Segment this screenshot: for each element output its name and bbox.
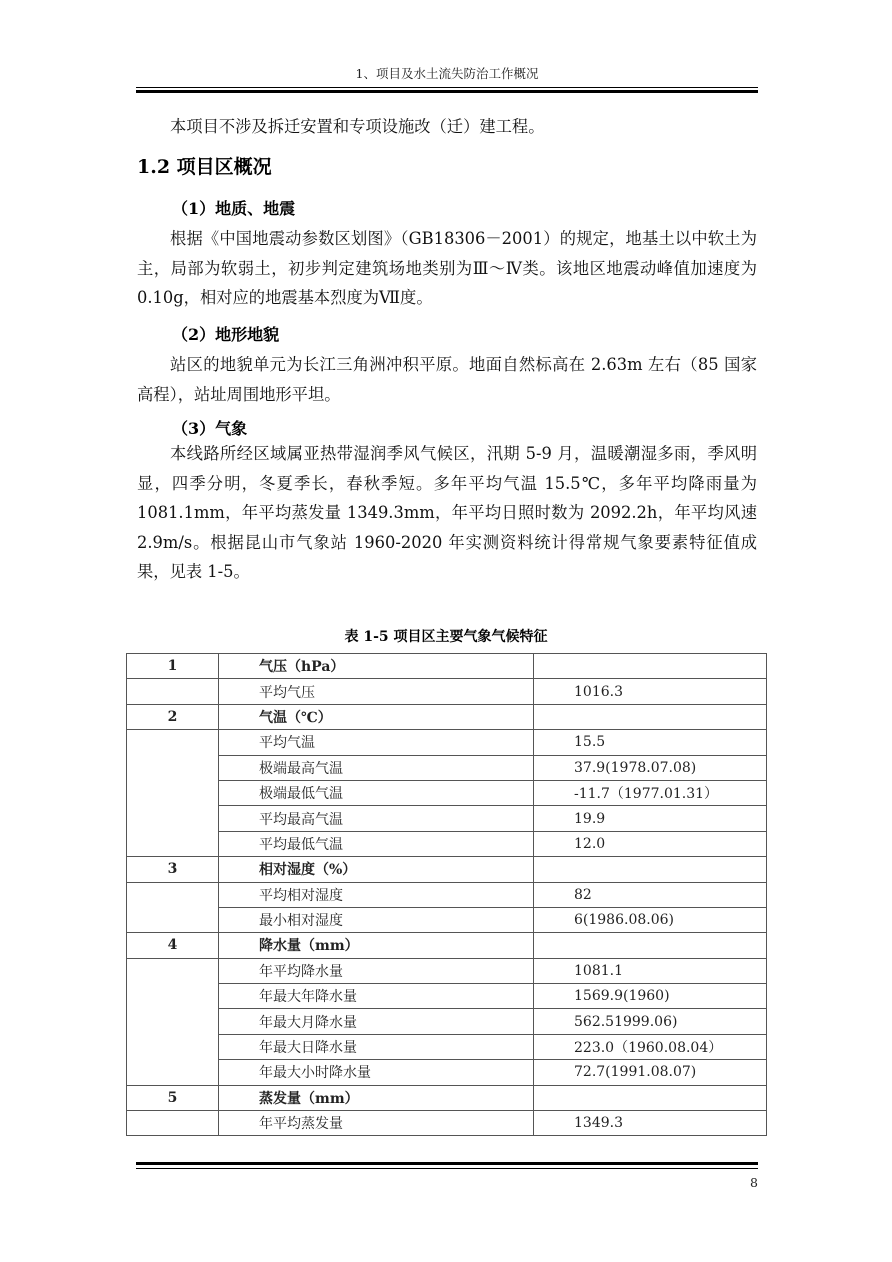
climate-table (126, 653, 767, 1136)
group-value (534, 857, 767, 882)
page-number: 8 (750, 1175, 758, 1190)
value-cell: 1349.3 (534, 1111, 767, 1136)
table-row (127, 1009, 767, 1034)
item-cell: 最小相对湿度 (219, 907, 534, 932)
value-cell: 1569.9(1960) (534, 984, 767, 1009)
item-cell: 平均最低气温 (219, 831, 534, 856)
value-cell: 37.9(1978.07.08) (534, 755, 767, 780)
paragraph-geology: 根据《中国地震动参数区划图》（GB18306－2001）的规定，地基土以中软土为主，局部为软弱土，初步判定建筑场地类别为Ⅲ～Ⅳ类。该地区地震动峰值加速度为 0.10g，相对应的地震基本烈度为Ⅶ度。 (137, 229, 757, 308)
table-group-header (127, 857, 767, 882)
item-cell: 极端最高气温 (219, 755, 534, 780)
value-cell: 6(1986.08.06) (534, 907, 767, 932)
group-title: 降水量（mm） (219, 933, 534, 958)
intro-paragraph: 本项目不涉及拆迁安置和专项设施改（迁）建工程。 (170, 117, 545, 136)
table-row (127, 958, 767, 983)
paragraph-terrain: 站区的地貌单元为长江三角洲冲积平原。地面自然标高在 2.63m 左右（85 国家高程），站址周围地形平坦。 (137, 355, 757, 404)
group-number: 1 (127, 654, 219, 679)
group-title: 蒸发量（mm） (219, 1085, 534, 1110)
group-title: 相对湿度（%） (219, 857, 534, 882)
item-cell: 平均气温 (219, 730, 534, 755)
value-cell: 82 (534, 882, 767, 907)
group-value (534, 704, 767, 729)
group-title: 气温（℃） (219, 704, 534, 729)
group-title: 气压（hPa） (219, 654, 534, 679)
footer-rule-thick (136, 1162, 758, 1165)
table-row (127, 1034, 767, 1059)
subsection-title-climate: （3）气象 (172, 419, 248, 438)
header-rule-thin (136, 87, 758, 88)
group-number: 5 (127, 1085, 219, 1110)
header-rule-thick (136, 90, 758, 93)
item-cell: 极端最低气温 (219, 780, 534, 805)
page-header: 1、项目及水土流失防治工作概况 (355, 66, 539, 81)
group-value (534, 654, 767, 679)
footer-rule-thin (136, 1168, 758, 1169)
table-group-header (127, 933, 767, 958)
item-cell: 平均最高气温 (219, 806, 534, 831)
group-number: 3 (127, 857, 219, 882)
value-cell: 223.0（1960.08.04） (534, 1034, 767, 1059)
table-row (127, 1060, 767, 1085)
item-cell: 平均气压 (219, 679, 534, 704)
table-row (127, 679, 767, 704)
item-cell: 年平均蒸发量 (219, 1111, 534, 1136)
value-cell: 1081.1 (534, 958, 767, 983)
item-cell: 年最大年降水量 (219, 984, 534, 1009)
value-cell: 12.0 (534, 831, 767, 856)
table-caption: 表 1-5 项目区主要气象气候特征 (344, 629, 548, 645)
table-row (127, 755, 767, 780)
paragraph-climate: 本线路所经区域属亚热带湿润季风气候区，汛期 5-9 月，温暖潮湿多雨，季风明显，四季分明，冬夏季长，春秋季短。多年平均气温 15.5℃，多年平均降雨量为 1081.1mm，年平均蒸发量 1349.3mm，年平均日照时数为 2092.2h，年平均风速 2.9m/s。根据昆山市气象站 1960-2020 年实测资料统计得常规气象要素特征值成果，见表 1-5。 (137, 444, 757, 582)
table-group-header (127, 1085, 767, 1110)
group-number: 2 (127, 704, 219, 729)
subsection-title-geology: （1）地质、地震 (172, 199, 296, 218)
table-group-header (127, 704, 767, 729)
value-cell: -11.7（1977.01.31） (534, 780, 767, 805)
group-number: 4 (127, 933, 219, 958)
table-group-header (127, 654, 767, 679)
table-row (127, 730, 767, 755)
item-cell: 平均相对湿度 (219, 882, 534, 907)
table-row (127, 882, 767, 907)
table-row (127, 806, 767, 831)
value-cell: 1016.3 (534, 679, 767, 704)
subsection-title-terrain: （2）地形地貌 (172, 325, 280, 344)
value-cell: 72.7(1991.08.07) (534, 1060, 767, 1085)
table-row (127, 1111, 767, 1136)
group-value (534, 933, 767, 958)
table-row (127, 780, 767, 805)
table-row (127, 984, 767, 1009)
group-value (534, 1085, 767, 1110)
value-cell: 19.9 (534, 806, 767, 831)
table-row (127, 831, 767, 856)
value-cell: 562.51999.06) (534, 1009, 767, 1034)
item-cell: 年最大月降水量 (219, 1009, 534, 1034)
value-cell: 15.5 (534, 730, 767, 755)
item-cell: 年平均降水量 (219, 958, 534, 983)
item-cell: 年最大日降水量 (219, 1034, 534, 1059)
table-row (127, 907, 767, 932)
section-title: 1.2 项目区概况 (137, 156, 272, 178)
item-cell: 年最大小时降水量 (219, 1060, 534, 1085)
